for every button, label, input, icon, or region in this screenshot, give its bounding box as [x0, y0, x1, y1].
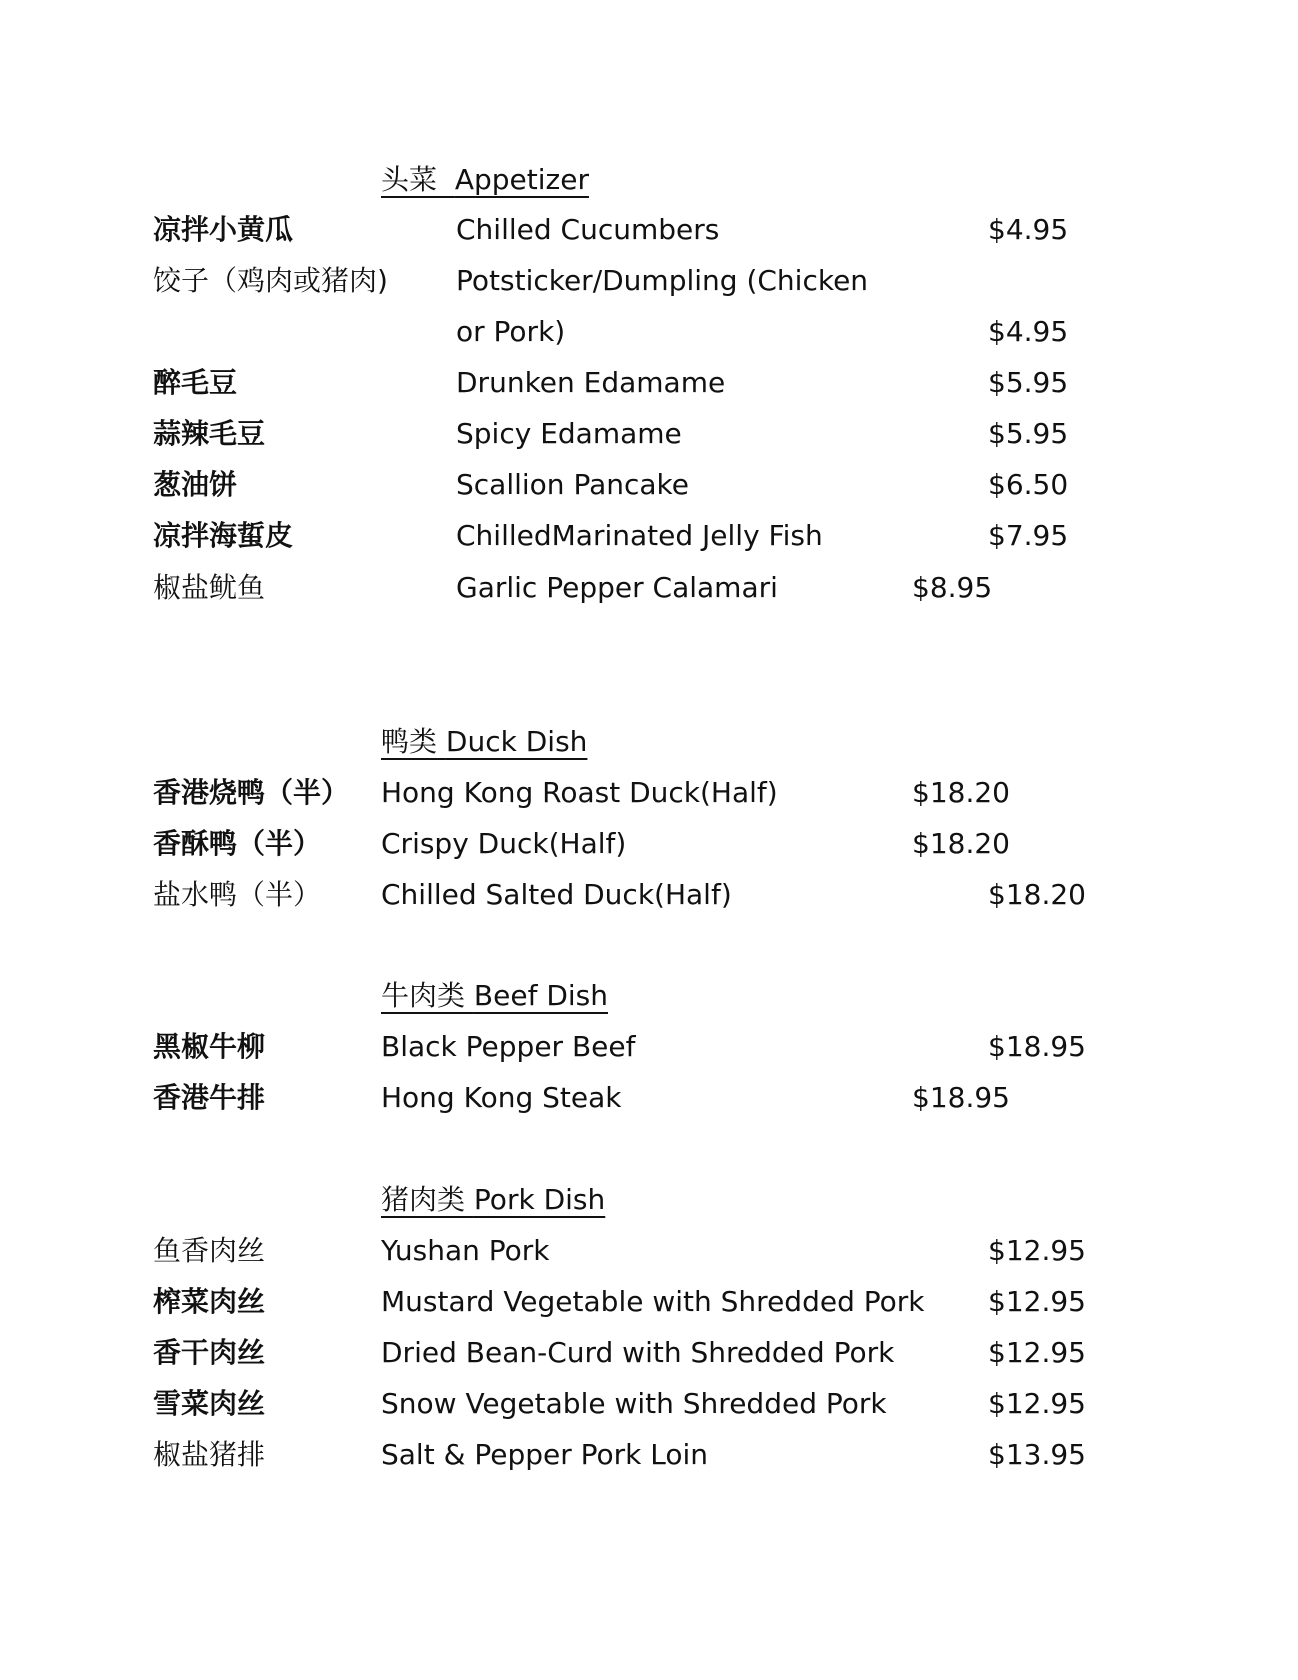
- item-en: Hong Kong Steak: [381, 1081, 622, 1114]
- item-price: $4.95: [988, 213, 1069, 246]
- item-en: Crispy Duck(Half): [381, 827, 627, 860]
- item-cn: 蒜辣毛豆: [153, 417, 266, 450]
- item-en: Scallion Pancake: [456, 468, 689, 501]
- heading-cn: 牛肉类: [381, 979, 466, 1012]
- item-price: $5.95: [988, 417, 1069, 450]
- item-en: Potsticker/Dumpling (Chicken: [456, 264, 869, 297]
- item-price: $18.95: [988, 1030, 1086, 1063]
- heading-en: Beef Dish: [473, 979, 609, 1012]
- item-price: $18.20: [912, 827, 1010, 860]
- section-heading-beef: [381, 979, 609, 1012]
- item-en: Salt & Pepper Pork Loin: [381, 1438, 709, 1471]
- item-en: ChilledMarinated Jelly Fish: [456, 519, 823, 552]
- item-en-continued: or Pork): [456, 315, 566, 348]
- item-en: Chilled Cucumbers: [456, 213, 720, 246]
- item-cn: 饺子（鸡肉或猪肉): [153, 264, 388, 297]
- item-price: $7.95: [988, 519, 1069, 552]
- item-en: Chilled Salted Duck(Half): [381, 878, 732, 911]
- item-price: $12.95: [988, 1336, 1086, 1369]
- heading-cn: 鸭类: [381, 725, 438, 758]
- item-cn: 榨菜肉丝: [153, 1285, 266, 1318]
- item-en: Snow Vegetable with Shredded Pork: [381, 1387, 887, 1420]
- item-en: Mustard Vegetable with Shredded Pork: [381, 1285, 925, 1318]
- item-en: Spicy Edamame: [456, 417, 682, 450]
- item-en: Hong Kong Roast Duck(Half): [381, 776, 778, 809]
- item-cn: 凉拌小黄瓜: [153, 213, 294, 246]
- item-price: $12.95: [988, 1387, 1086, 1420]
- item-en: Garlic Pepper Calamari: [456, 571, 778, 604]
- item-en: Drunken Edamame: [456, 366, 726, 399]
- heading-en: Pork Dish: [473, 1183, 606, 1216]
- section-heading-pork: [381, 1183, 606, 1216]
- item-en: Black Pepper Beef: [381, 1030, 636, 1063]
- item-price: $4.95: [988, 315, 1069, 348]
- item-price: $18.20: [912, 776, 1010, 809]
- heading-en: Duck Dish: [445, 725, 588, 758]
- section-heading-duck: [381, 725, 588, 758]
- heading-cn: 猪肉类: [381, 1183, 466, 1216]
- heading-cn: 头菜: [381, 163, 438, 196]
- item-price: $8.95: [912, 571, 993, 604]
- item-cn: 鱼香肉丝: [153, 1234, 266, 1267]
- item-cn: 椒盐鱿鱼: [153, 571, 266, 604]
- item-cn: 香港烧鸭（半）: [153, 776, 350, 809]
- item-cn: 黑椒牛柳: [153, 1030, 266, 1063]
- item-price: $18.95: [912, 1081, 1010, 1114]
- item-price: $5.95: [988, 366, 1069, 399]
- item-price: $12.95: [988, 1234, 1086, 1267]
- item-cn: 凉拌海蜇皮: [153, 519, 294, 552]
- item-cn: 盐水鸭（半）: [153, 878, 322, 911]
- item-price: $6.50: [988, 468, 1069, 501]
- item-en: Dried Bean-Curd with Shredded Pork: [381, 1336, 895, 1369]
- item-cn: 雪菜肉丝: [153, 1387, 266, 1420]
- item-cn: 香酥鸭（半）: [153, 827, 322, 860]
- item-cn: 椒盐猪排: [153, 1438, 266, 1471]
- heading-en: Appetizer: [454, 163, 589, 196]
- item-price: $13.95: [988, 1438, 1086, 1471]
- section-heading-appetizer: [381, 163, 589, 196]
- item-en: Yushan Pork: [381, 1234, 550, 1267]
- item-cn: 葱油饼: [153, 468, 238, 501]
- item-cn: 香干肉丝: [153, 1336, 266, 1369]
- item-cn: 香港牛排: [153, 1081, 266, 1114]
- item-price: $12.95: [988, 1285, 1086, 1318]
- item-price: $18.20: [988, 878, 1086, 911]
- item-cn: 醉毛豆: [153, 366, 238, 399]
